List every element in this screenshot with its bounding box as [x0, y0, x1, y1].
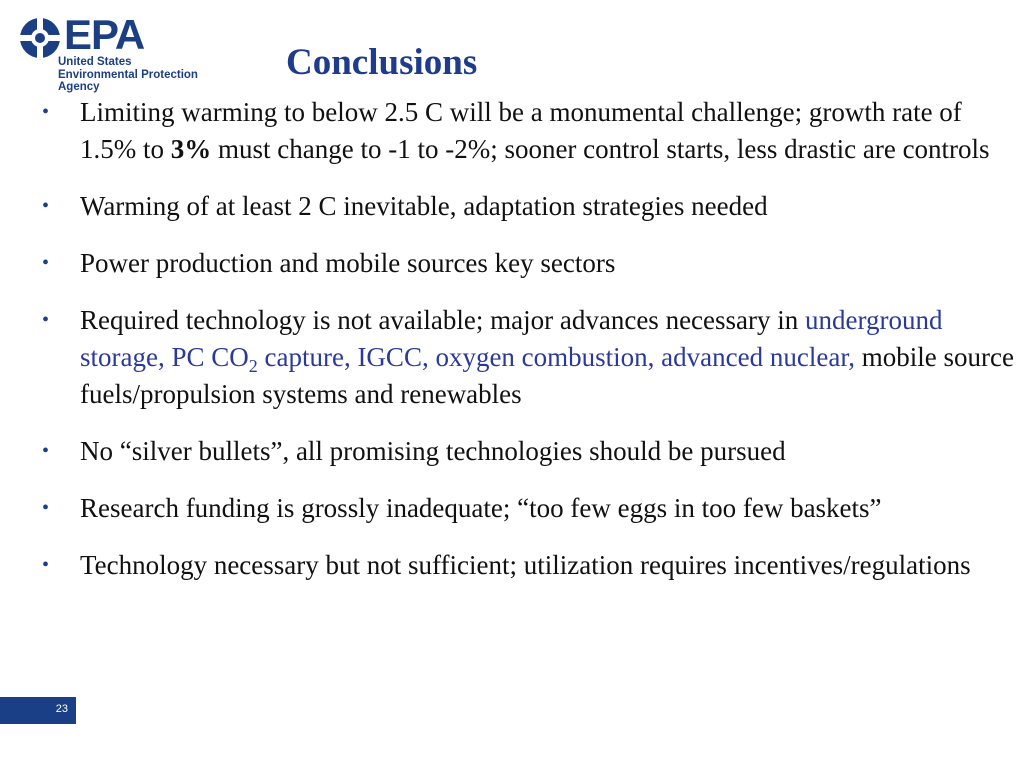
bullet-icon: •	[42, 101, 50, 123]
bullet-item	[40, 94, 1020, 168]
bullet-text: Limiting warming to below 2.5 C will be a monumental challenge; growth rate of 1.5% to	[80, 97, 962, 164]
bullet-item	[40, 433, 1020, 470]
subscript-text: 2	[248, 356, 258, 376]
bullet-item	[40, 245, 1020, 282]
epa-flower-icon	[18, 16, 62, 60]
bullet-icon: •	[42, 252, 50, 274]
bullet-item	[40, 547, 1020, 584]
bullet-icon: •	[42, 554, 50, 576]
highlighted-text: underground storage, PC CO	[80, 305, 943, 372]
agency-line: Environmental Protection	[58, 68, 198, 81]
bullet-text: Power production and mobile sources key sectors	[80, 248, 616, 278]
agency-line: Agency	[58, 81, 100, 93]
slide-title: Conclusions	[286, 42, 478, 83]
bullet-item	[40, 188, 1020, 225]
page-number: 23	[55, 703, 68, 715]
page-number-bar	[0, 697, 76, 724]
epa-wordmark: EPA	[64, 11, 145, 58]
bullet-text: must change to -1 to -2%; sooner control starts, less drastic are controls	[211, 134, 990, 164]
epa-logo	[18, 11, 228, 96]
bullet-icon: •	[42, 497, 50, 519]
bullet-list	[40, 94, 1020, 604]
bullet-item	[40, 302, 1020, 413]
agency-line: United States	[58, 56, 132, 68]
bullet-text: Research funding is grossly inadequate; “too few eggs in too few baskets”	[80, 493, 882, 523]
highlighted-text: capture, IGCC, oxygen combustion, advanced nuclear,	[257, 342, 855, 372]
bullet-item	[40, 490, 1020, 527]
bullet-text: Warming of at least 2 C inevitable, adaptation strategies needed	[80, 191, 768, 221]
bullet-text: Required technology is not available; major advances necessary in	[80, 305, 806, 335]
bullet-text: No “silver bullets”, all promising technologies should be pursued	[80, 436, 786, 466]
agency-name	[58, 56, 198, 94]
bullet-icon: •	[42, 195, 50, 217]
bullet-bold-text: 3%	[170, 134, 212, 164]
bullet-icon: •	[42, 309, 50, 331]
bullet-icon: •	[42, 440, 50, 462]
bullet-text: mobile source fuels/propulsion systems and renewables	[80, 342, 1014, 409]
bullet-text: Technology necessary but not sufficient; utilization requires incentives/regulations	[80, 550, 971, 580]
